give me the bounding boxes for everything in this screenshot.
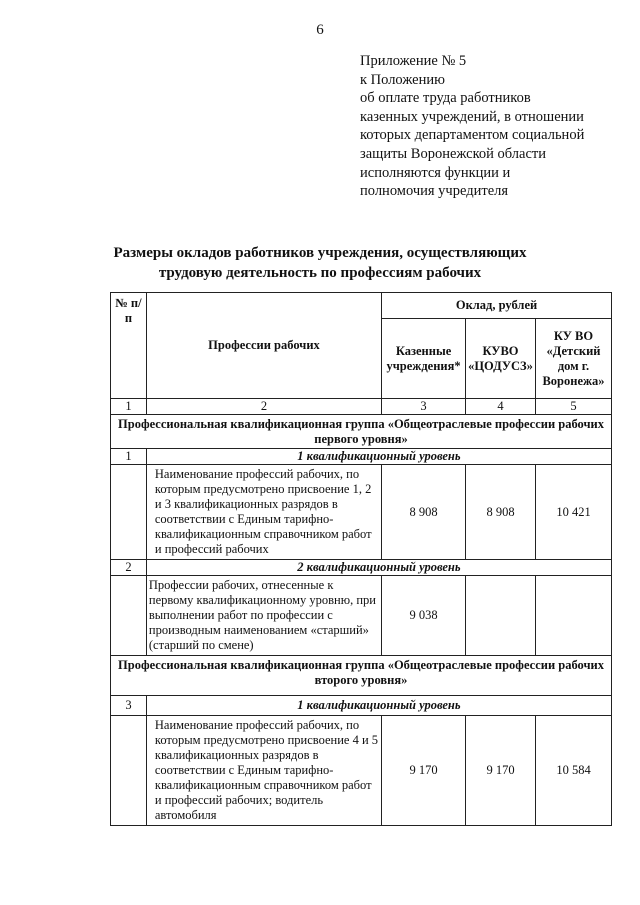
empty-cell (111, 576, 147, 656)
index-row (111, 399, 612, 415)
salary-col5 (536, 576, 612, 656)
header-profession: Профессии рабочих (146, 293, 381, 399)
level-label: 1 квалификационный уровень (146, 449, 611, 465)
group1-title: Профессиональная квалификационная группа «Общеотраслевые профессии рабочих первого уровня» (111, 415, 612, 449)
level-num: 1 (111, 449, 147, 465)
table-row (111, 576, 612, 656)
index-cell: 3 (382, 399, 466, 415)
appendix-line: об оплате труда работников (360, 90, 531, 107)
page-number: 6 (316, 22, 324, 38)
index-cell: 4 (466, 399, 536, 415)
salary-table (110, 292, 612, 826)
index-cell: 5 (536, 399, 612, 415)
header-num: № п/п (111, 293, 147, 399)
level-row (111, 560, 612, 576)
salary-col5: 10 584 (536, 716, 612, 826)
salary-col5: 10 421 (536, 465, 612, 560)
level-row (111, 696, 612, 716)
level-row (111, 449, 612, 465)
profession-text: Наименование профессий рабочих, по которым предусмотрено присвоение 1, 2 и 3 квалификационных разрядов в соответствии с Единым тарифно-квалификационным справочником работ и профессий рабочих (146, 465, 381, 560)
profession-text: Наименование профессий рабочих, по которым предусмотрено присвоение 4 и 5 квалификационных разрядов в соответствии с Единым тарифно-квалификационным справочником работ и профессий рабочих; водитель автомобиля (146, 716, 381, 826)
salary-col3: 8 908 (382, 465, 466, 560)
salary-col3: 9 038 (382, 576, 466, 656)
header-row (111, 293, 612, 319)
appendix-block (360, 52, 630, 201)
header-col5: КУ ВО «Детский дом г. Воронежа» (536, 319, 612, 399)
table-row (111, 716, 612, 826)
profession-text: Профессии рабочих, отнесенные к первому квалификационному уровню, при выполнении работ по профессии с производным наименованием «старший» (старший по смене) (146, 576, 381, 656)
empty-cell (111, 465, 147, 560)
salary-col4 (466, 576, 536, 656)
appendix-line: Приложение № 5 (360, 53, 467, 69)
table-row (111, 465, 612, 560)
appendix-line: которых департаментом социальной (360, 127, 585, 144)
index-cell: 2 (146, 399, 381, 415)
document-title: Размеры окладов работников учреждения, осуществляющих трудовую деятельность по профессиям рабочих (113, 245, 527, 281)
level-num: 3 (111, 696, 147, 716)
level-label: 2 квалификационный уровень (146, 560, 611, 576)
header-salary: Оклад, рублей (382, 293, 612, 319)
salary-col4: 8 908 (466, 465, 536, 560)
empty-cell (111, 716, 147, 826)
salary-col4: 9 170 (466, 716, 536, 826)
appendix-line: к Положению (360, 71, 445, 88)
appendix-line: казенных учреждений, в отношении (360, 108, 584, 125)
appendix-line: защиты Воронежской области (360, 145, 547, 162)
group2-title: Профессиональная квалификационная группа «Общеотраслевые профессии рабочих второго уровня» (111, 656, 612, 696)
level-label: 1 квалификационный уровень (146, 696, 611, 716)
header-col4: КУВО «ЦОДУСЗ» (466, 319, 536, 399)
appendix-line: полномочия учредителя (360, 183, 509, 200)
index-cell: 1 (111, 399, 147, 415)
salary-col3: 9 170 (382, 716, 466, 826)
appendix-line: исполняются функции и (360, 164, 511, 181)
header-col3: Казенные учреждения* (382, 319, 466, 399)
group-row (111, 415, 612, 449)
level-num: 2 (111, 560, 147, 576)
group-row (111, 656, 612, 696)
